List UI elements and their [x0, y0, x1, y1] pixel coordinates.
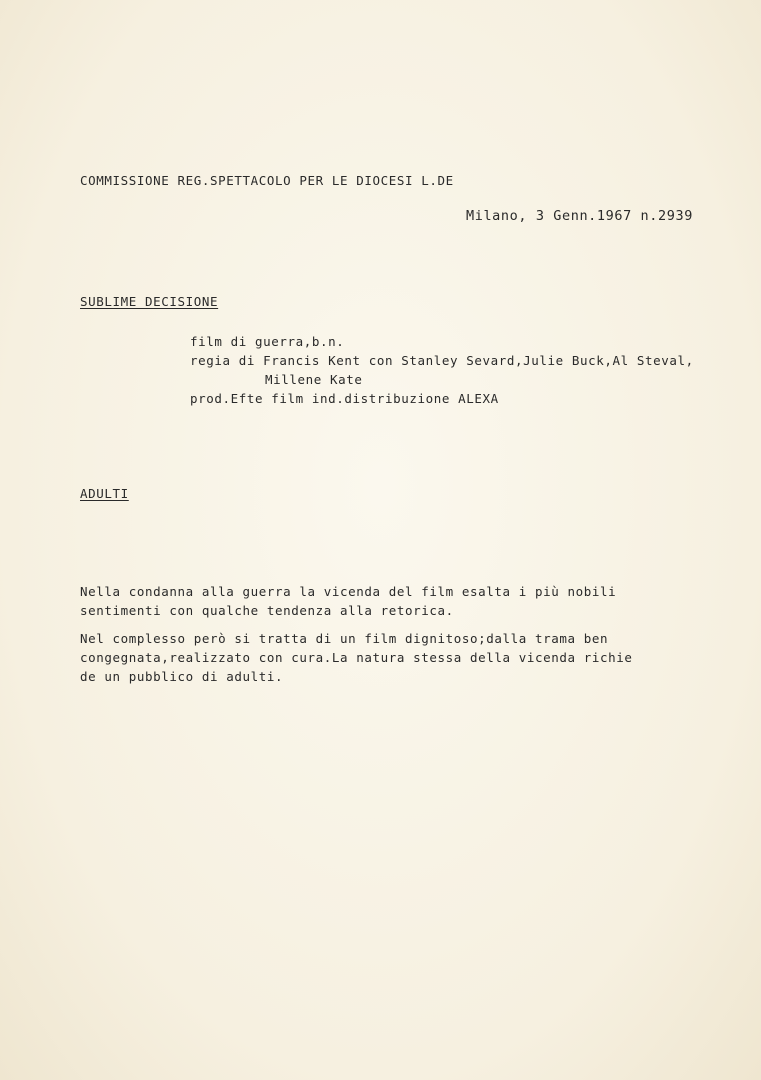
- rating-label: ADULTI: [80, 486, 129, 501]
- film-production: prod.Efte film ind.distribuzione ALEXA: [190, 391, 499, 406]
- paragraph-line: sentimenti con qualche tendenza alla retorica.: [80, 603, 454, 618]
- film-director-cast: regia di Francis Kent con Stanley Sevard,Julie Buck,Al Steval,: [190, 353, 694, 368]
- paragraph-line: congegnata,realizzato con cura.La natura stessa della vicenda richie: [80, 650, 633, 665]
- film-info: [190, 332, 694, 408]
- film-genre: film di guerra,b.n.: [190, 334, 345, 349]
- film-title: SUBLIME DECISIONE: [80, 294, 219, 309]
- film-cast-continued: Millene Kate: [265, 372, 363, 387]
- review-paragraph-2: [80, 629, 633, 686]
- paragraph-line: Nel complesso però si tratta di un film dignitoso;dalla trama ben: [80, 631, 609, 646]
- paragraph-line: Nella condanna alla guerra la vicenda del film esalta i più nobili: [80, 584, 617, 599]
- paragraph-line: de un pubblico di adulti.: [80, 669, 284, 684]
- date-line: Milano, 3 Genn.1967 n.2939: [466, 208, 693, 224]
- review-paragraph-1: [80, 582, 616, 620]
- commission-header: COMMISSIONE REG.SPETTACOLO PER LE DIOCESI L.DE: [80, 173, 454, 188]
